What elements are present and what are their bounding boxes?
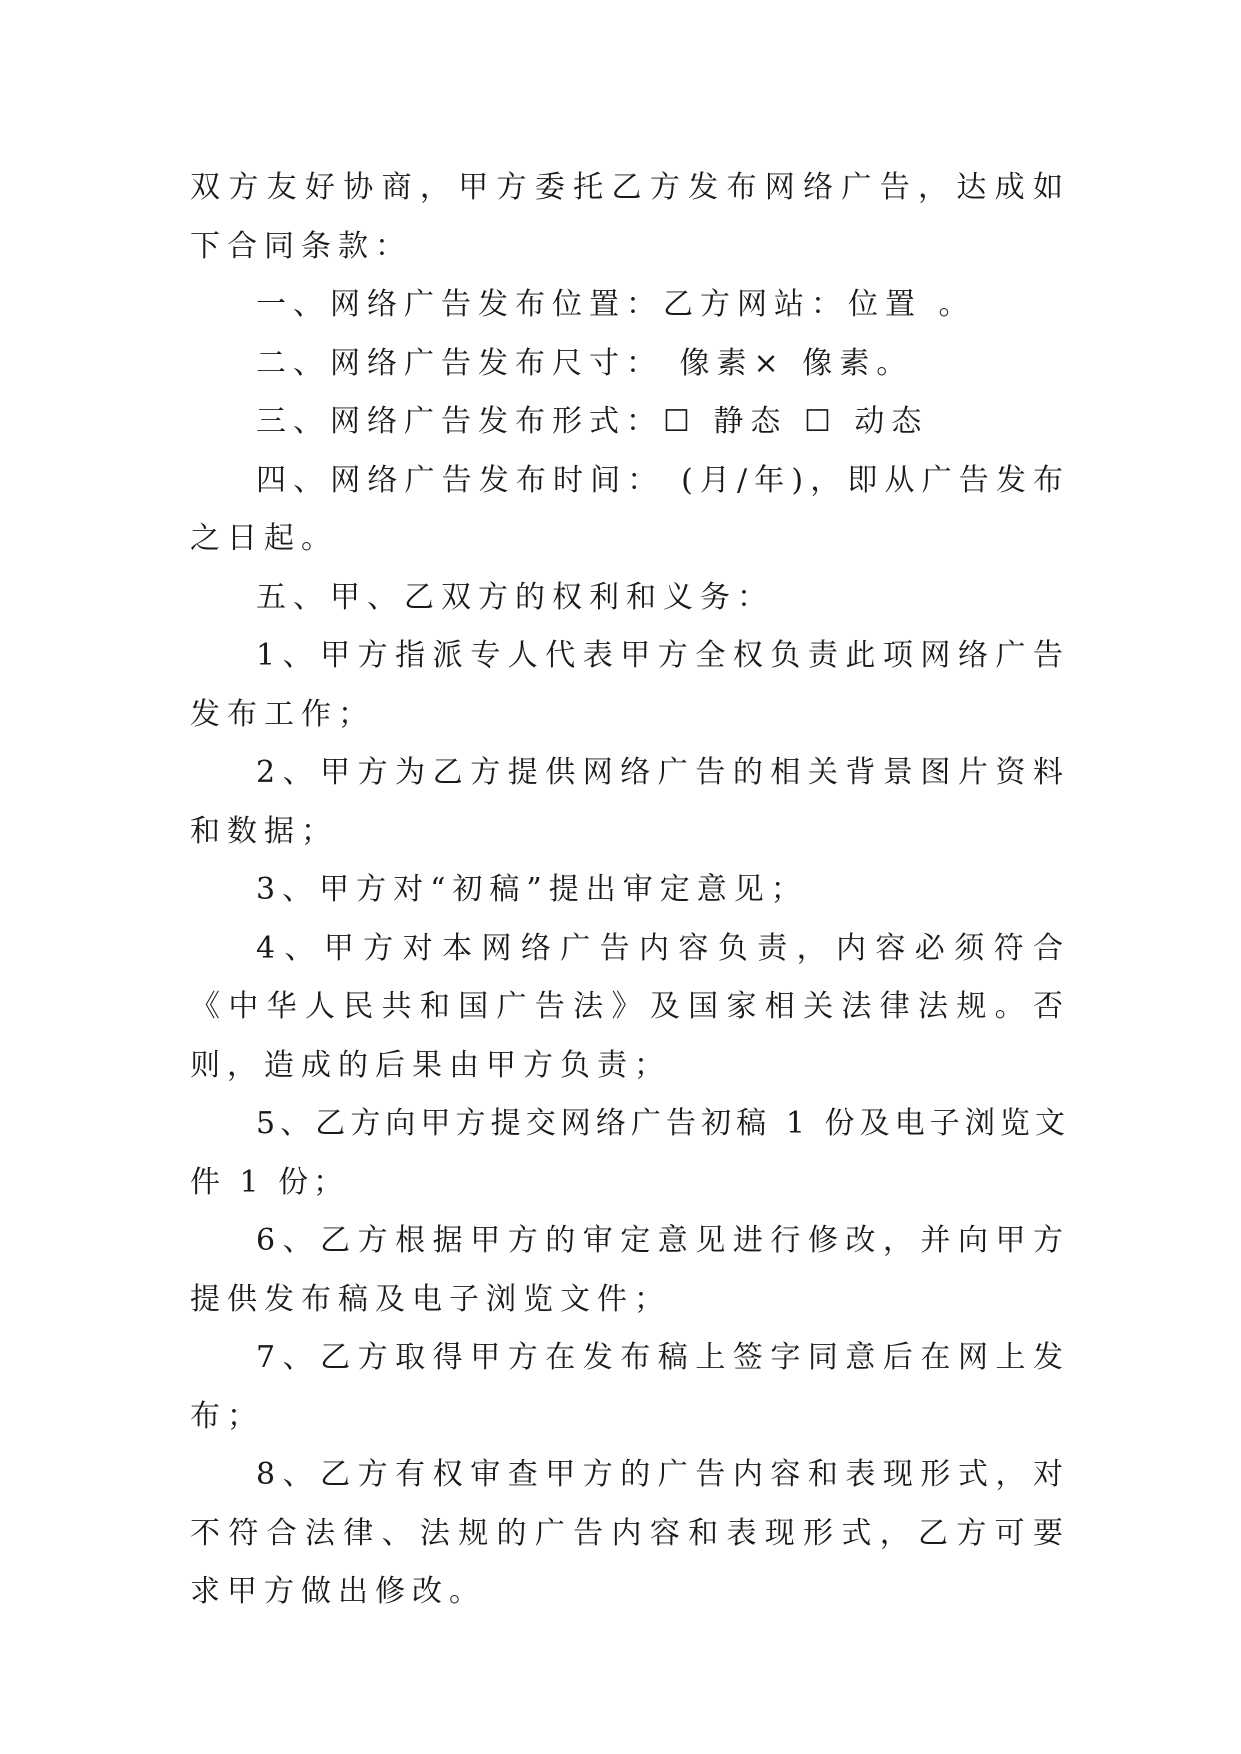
item-5: 5、乙方向甲方提交网络广告初稿 1 份及电子浏览文件 1 份； bbox=[190, 1106, 1070, 1200]
paragraph-intro: 双方友好协商，甲方委托乙方发布网络广告，达成如下合同条款： bbox=[190, 170, 1070, 264]
clause-1-position: 一、网络广告发布位置：乙方网站：位置 。 bbox=[256, 287, 976, 322]
item-2: 2、甲方为乙方提供网络广告的相关背景图片资料和数据； bbox=[190, 755, 1070, 849]
item-8: 8、乙方有权审查甲方的广告内容和表现形式，对不符合法律、法规的广告内容和表现形式，乙方可要求甲方做出修改。 bbox=[190, 1457, 1070, 1609]
item-7: 7、乙方取得甲方在发布稿上签字同意后在网上发布； bbox=[190, 1340, 1070, 1434]
item-4: 4、甲方对本网络广告内容负责，内容必须符合《中华人民共和国广告法》及国家相关法律法规。否则，造成的后果由甲方负责； bbox=[190, 930, 1070, 1083]
item-6: 6、乙方根据甲方的审定意见进行修改，并向甲方提供发布稿及电子浏览文件； bbox=[190, 1223, 1070, 1317]
item-3: 3、甲方对“初稿”提出审定意见； bbox=[256, 872, 808, 907]
clause-2-size: 二、网络广告发布尺寸： 像素× 像素。 bbox=[256, 345, 914, 381]
clause-4-time: 四、网络广告发布时间： (月/年)，即从广告发布之日起。 bbox=[190, 462, 1070, 556]
clause-3-form: 三、网络广告发布形式：☐ 静态 ☐ 动态 bbox=[256, 404, 929, 439]
document-body bbox=[190, 159, 1070, 1622]
clause-5-rights-heading: 五、甲、乙双方的权利和义务： bbox=[256, 579, 774, 615]
item-1: 1、甲方指派专人代表甲方全权负责此项网络广告发布工作； bbox=[190, 638, 1070, 732]
